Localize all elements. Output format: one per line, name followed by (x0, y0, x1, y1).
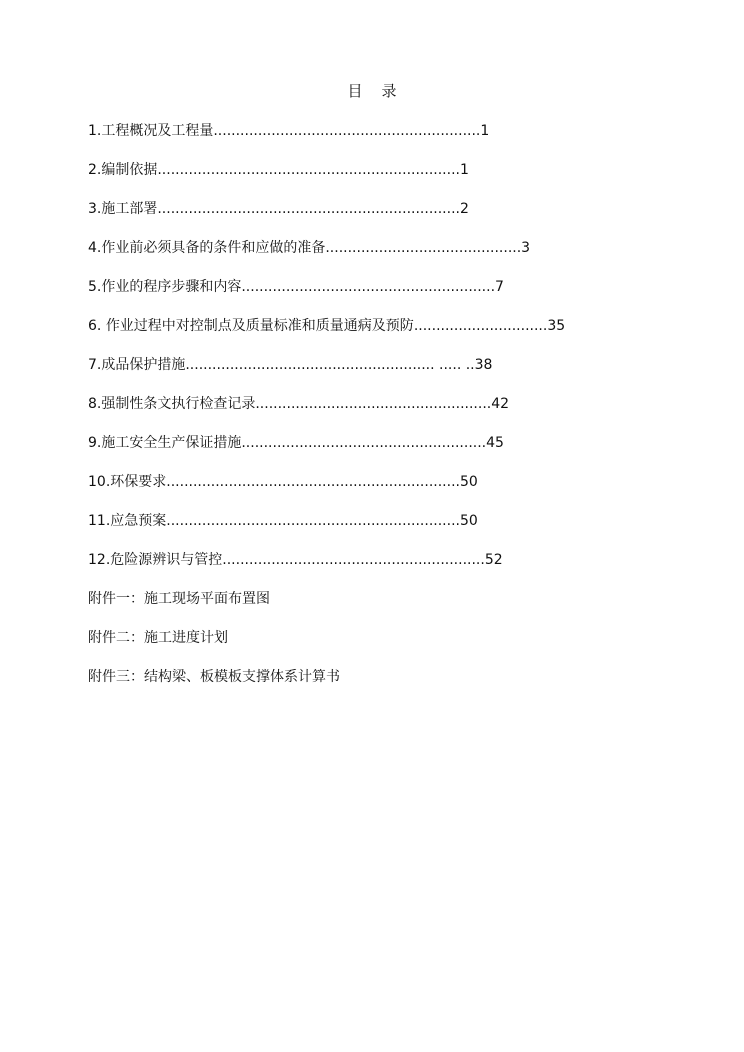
toc-entry-1[interactable] (88, 120, 688, 159)
toc-entry-dots: .............................. (413, 318, 548, 334)
toc-entry-number: 6. (88, 318, 106, 334)
toc-entry-dots: .................................................................... (157, 201, 460, 217)
toc-entry-page: 7 (495, 279, 504, 295)
toc-entry-2[interactable] (88, 159, 688, 198)
toc-entry-number: 10. (88, 474, 111, 490)
toc-entry-dots: .................................................................. (166, 474, 460, 490)
toc-entry-dots: .................................................................. (166, 513, 460, 529)
toc-entry-title: 成品保护措施 (101, 357, 186, 373)
toc-entry-page: 2 (459, 201, 469, 217)
toc-entry-page: 50 (459, 513, 478, 529)
toc-entry-dots: ............................................ (325, 240, 522, 256)
toc-entry-page: 35 (547, 318, 566, 334)
toc-entry-5[interactable] (88, 276, 688, 315)
toc-entry-dots: ........................................................... (222, 552, 485, 568)
toc-entry-page: 1 (459, 162, 469, 178)
toc-entry-page: 42 (491, 396, 510, 412)
toc-entry-dots: ......................................................... (241, 279, 496, 295)
toc-entry-12[interactable] (88, 549, 688, 588)
toc-entry-dots: .................................................................... (157, 162, 460, 178)
toc-title: 目 录 (347, 82, 397, 100)
toc-entry-page: 1 (480, 123, 490, 139)
toc-entry-title: 施工安全生产保证措施 (101, 435, 242, 451)
toc-entry-page: 38 (474, 357, 493, 373)
appendix-separator: ： (130, 630, 144, 646)
toc-entry-dots: ..................................................... (255, 396, 492, 412)
toc-entry-page: 45 (486, 435, 504, 451)
toc-entry-title: 应急预案 (110, 513, 167, 529)
table-of-contents (88, 120, 688, 705)
toc-entry-number: 1. (88, 123, 102, 139)
toc-entry-4[interactable] (88, 237, 688, 276)
toc-entry-number: 7. (88, 357, 102, 373)
toc-entry-11[interactable] (88, 510, 688, 549)
appendix-separator: ： (130, 669, 144, 685)
toc-entry-dots: ............................................................ (213, 123, 481, 139)
toc-entry-title: 作业的程序步骤和内容 (101, 279, 242, 295)
appendix-label: 附件一 (88, 591, 130, 607)
appendix-entry-1[interactable] (88, 588, 688, 627)
toc-entry-number: 11. (88, 513, 111, 529)
appendix-title: 施工进度计划 (144, 630, 228, 646)
toc-entry-title: 工程概况及工程量 (101, 123, 214, 139)
toc-entry-number: 9. (88, 435, 102, 451)
toc-entry-title: 作业前必须具备的条件和应做的准备 (101, 240, 326, 256)
toc-entry-number: 3. (88, 201, 102, 217)
toc-entry-number: 4. (88, 240, 102, 256)
toc-entry-dots: ........................................................ ..... .. (185, 357, 475, 373)
toc-entry-8[interactable] (88, 393, 688, 432)
toc-entry-number: 8. (88, 396, 102, 412)
toc-entry-title: 危险源辨识与管控 (110, 552, 223, 568)
appendix-label: 附件二 (88, 630, 130, 646)
appendix-label: 附件三 (88, 669, 130, 685)
toc-entry-title: 作业过程中对控制点及质量标准和质量通病及预防 (105, 318, 414, 334)
toc-entry-10[interactable] (88, 471, 688, 510)
toc-entry-number: 5. (88, 279, 102, 295)
appendix-entry-2[interactable] (88, 627, 688, 666)
appendix-title: 结构梁、板模板支撑体系计算书 (144, 669, 340, 685)
toc-entry-title: 强制性条文执行检查记录 (101, 396, 256, 412)
toc-entry-title: 施工部署 (101, 201, 158, 217)
toc-entry-number: 12. (88, 552, 111, 568)
toc-entry-number: 2. (88, 162, 102, 178)
toc-entry-page: 50 (459, 474, 478, 490)
appendix-title: 施工现场平面布置图 (144, 591, 270, 607)
toc-entry-title: 编制依据 (101, 162, 158, 178)
toc-entry-3[interactable] (88, 198, 688, 237)
toc-entry-page: 3 (521, 240, 531, 256)
toc-entry-9[interactable] (88, 432, 688, 471)
toc-entry-page: 52 (484, 552, 503, 568)
toc-entry-dots: ....................................................... (241, 435, 487, 451)
toc-entry-7[interactable] (88, 354, 688, 393)
appendix-separator: ： (130, 591, 144, 607)
toc-entry-title: 环保要求 (110, 474, 167, 490)
appendix-entry-3[interactable] (88, 666, 688, 705)
toc-entry-6[interactable] (88, 315, 688, 354)
